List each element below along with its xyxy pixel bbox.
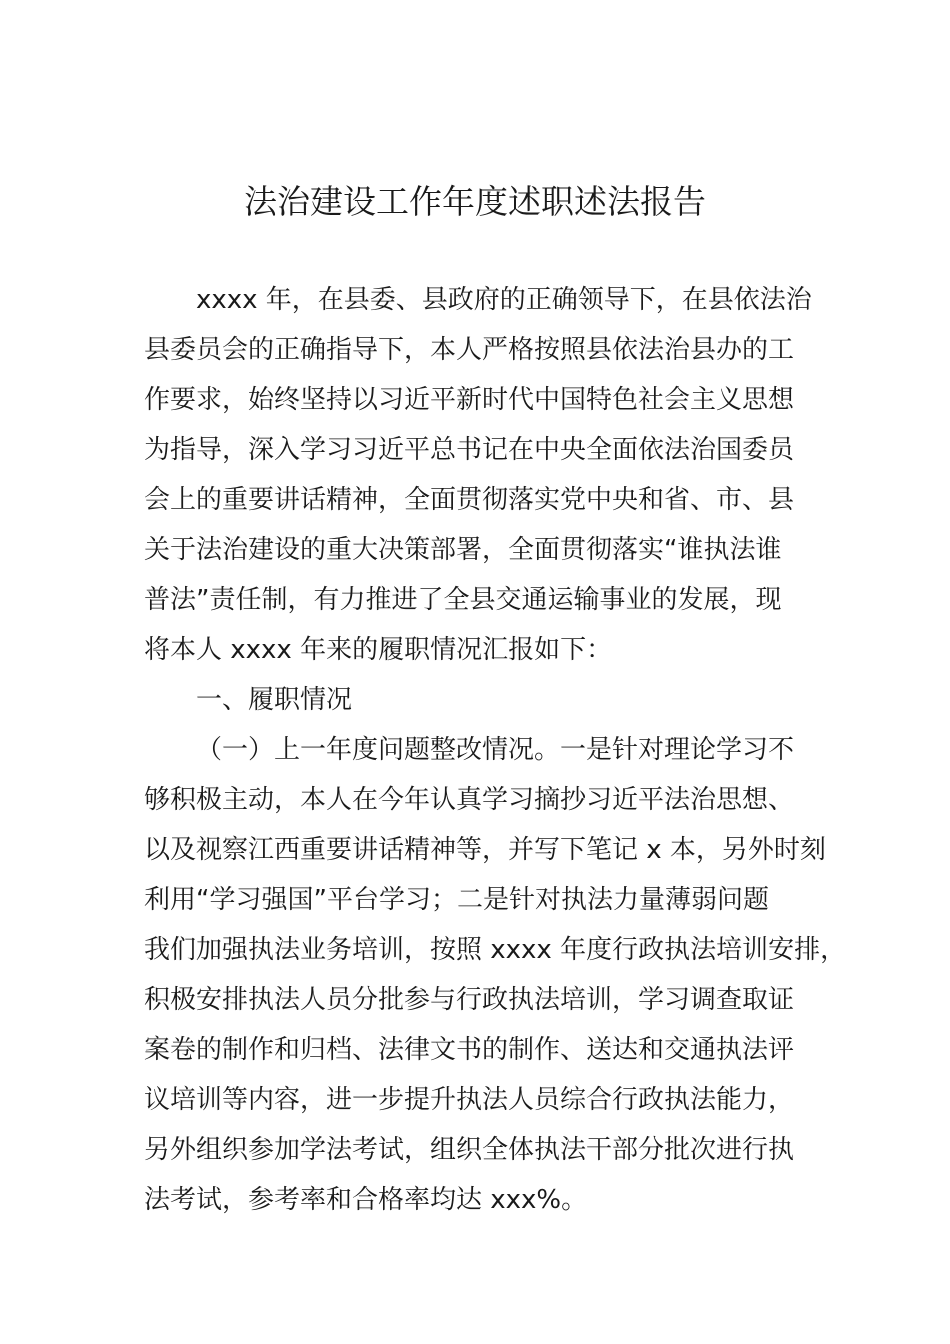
paragraph-line: 会上的重要讲话精神，全面贯彻落实党中央和省、市、县 (144, 485, 795, 515)
paragraph-line: 将本人 xxxx 年来的履职情况汇报如下： (144, 635, 613, 665)
paragraph-line: 作要求，始终坚持以习近平新时代中国特色社会主义思想 (144, 385, 795, 415)
paragraph-line: 关于法治建设的重大决策部署，全面贯彻落实“谁执法谁 (144, 535, 782, 565)
paragraph-line: 另外组织参加学法考试，组织全体执法干部分批次进行执 (144, 1135, 795, 1165)
paragraph-line: xxxx 年，在县委、县政府的正确领导下，在县依法治 (196, 285, 812, 315)
document-title: 法治建设工作年度述职述法报告 (244, 182, 706, 221)
paragraph-line: （一）上一年度问题整改情况。一是针对理论学习不 (196, 735, 795, 765)
section-heading: 一、履职情况 (196, 685, 353, 715)
paragraph-line: 法考试，参考率和合格率均达 xxx%。 (144, 1185, 588, 1215)
paragraph-line: 案卷的制作和归档、法律文书的制作、送达和交通执法评 (144, 1035, 795, 1065)
paragraph-line: 够积极主动，本人在今年认真学习摘抄习近平法治思想、 (144, 785, 795, 815)
paragraph-line: 为指导，深入学习习近平总书记在中央全面依法治国委员 (144, 435, 795, 465)
paragraph-line: 县委员会的正确指导下，本人严格按照县依法治县办的工 (144, 335, 795, 365)
paragraph-line: 普法”责任制，有力推进了全县交通运输事业的发展，现 (144, 585, 782, 615)
paragraph-line: 我们加强执法业务培训，按照 xxxx 年度行政执法培训安排， (144, 935, 847, 965)
paragraph-line: 议培训等内容，进一步提升执法人员综合行政执法能力， (144, 1085, 795, 1115)
paragraph-line: 积极安排执法人员分批参与行政执法培训，学习调查取证 (144, 985, 795, 1015)
paragraph-line: 利用“学习强国”平台学习；二是针对执法力量薄弱问题 (144, 885, 769, 915)
paragraph-line: 以及视察江西重要讲话精神等，并写下笔记 x 本，另外时刻 (144, 835, 826, 865)
